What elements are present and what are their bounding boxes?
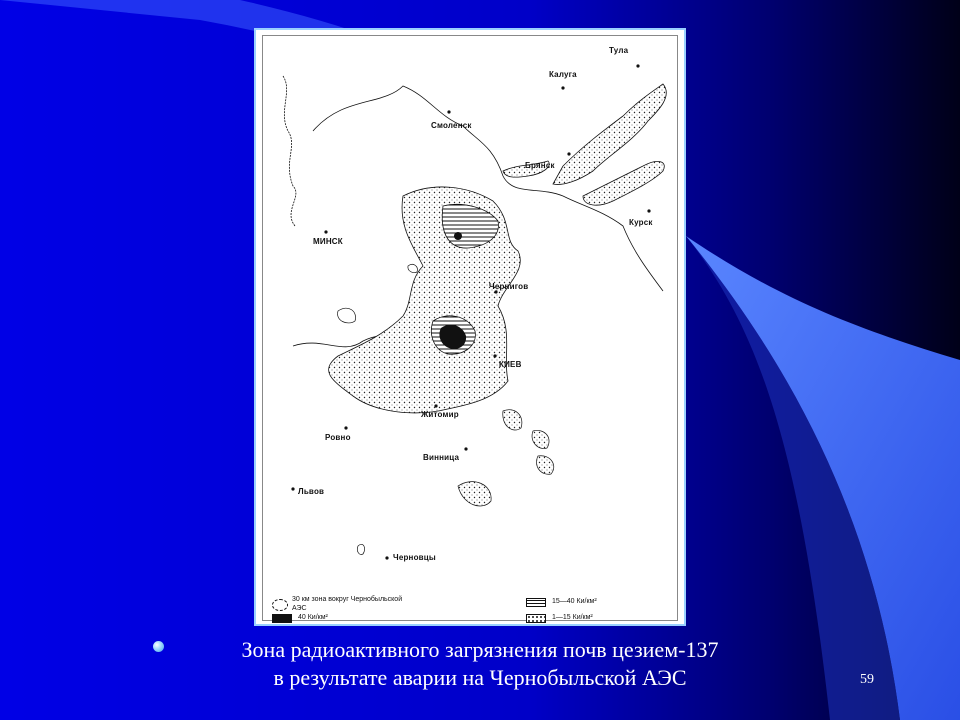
city-label-zhitomir: Житомир <box>421 410 459 419</box>
map-image <box>254 28 686 626</box>
city-label-chernovtsy: Черновцы <box>393 553 436 562</box>
city-label-kursk: Курск <box>629 218 653 227</box>
city-label-lvov: Львов <box>298 487 325 496</box>
legend-label-level40: 40 Ки/км² <box>298 614 328 621</box>
city-label-chernigov: Чернигов <box>489 282 529 291</box>
legend-swatch-zone30 <box>272 599 288 611</box>
caption-line-2: в результате аварии на Чернобыльской АЭС <box>273 665 687 690</box>
map-legend <box>262 596 682 624</box>
legend-swatch-level15-40 <box>526 598 546 607</box>
legend-label-level1-15: 1—15 Ки/км² <box>552 614 593 621</box>
contamination-map <box>262 35 678 621</box>
bullet-icon <box>153 641 164 652</box>
city-label-kiev: КИЕВ <box>499 360 522 369</box>
legend-label-zone30-line1: 30 км зона вокруг Чернобыльской <box>292 596 403 603</box>
legend-label-level15-40: 15—40 Ки/км² <box>552 598 597 605</box>
city-label-minsk: МИНСК <box>313 237 343 246</box>
city-label-smolensk: Смоленск <box>431 121 472 130</box>
legend-label-zone30-line2: АЭС <box>292 605 307 612</box>
city-label-vinnitsa: Винница <box>423 453 460 462</box>
city-label-rovno: Ровно <box>325 433 351 442</box>
city-label-kaluga: Калуга <box>549 70 577 79</box>
legend-swatch-level1-15 <box>526 614 546 623</box>
legend-swatch-level40 <box>272 614 292 623</box>
city-label-bryansk: Брянск <box>525 161 555 170</box>
city-label-tula: Тула <box>609 46 629 55</box>
slide-caption <box>180 636 780 692</box>
page-number: 59 <box>860 672 874 687</box>
caption-line-1: Зона радиоактивного загрязнения почв цезием-137 <box>241 637 719 662</box>
